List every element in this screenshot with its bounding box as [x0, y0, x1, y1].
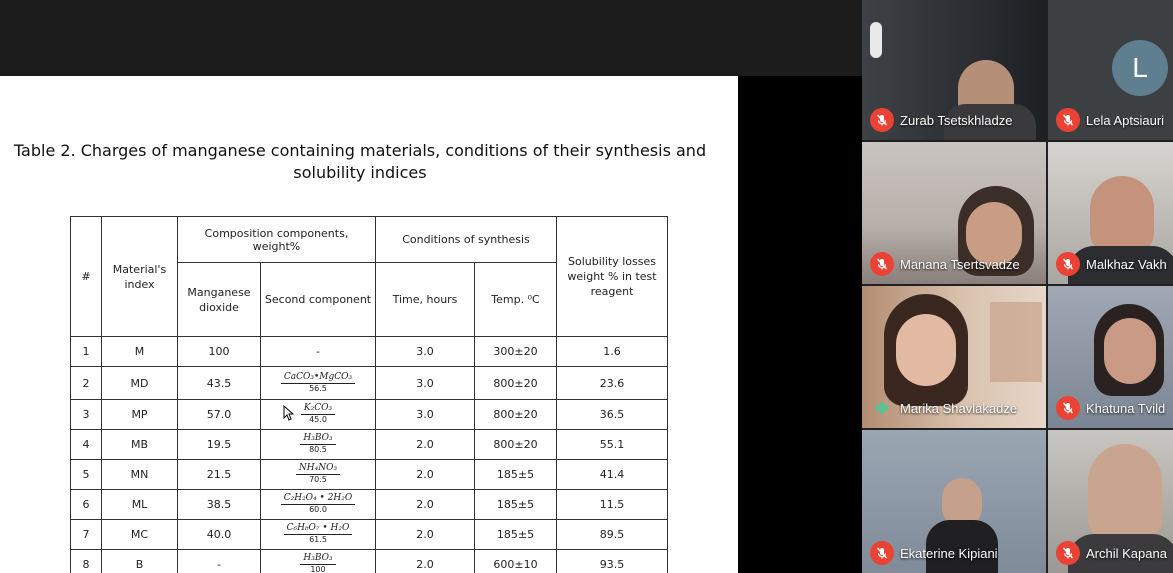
component-percent: 100 — [310, 565, 326, 573]
manganese-dioxide-value: 43.5 — [178, 367, 261, 400]
row-number: 7 — [71, 520, 102, 550]
table-row — [71, 367, 668, 400]
component-percent: 56.5 — [309, 383, 327, 393]
row-number: 1 — [71, 337, 102, 367]
header-second: Second component — [261, 263, 376, 337]
row-number: 4 — [71, 430, 102, 460]
table-row — [71, 550, 668, 573]
component-formula: H₃BO₃ — [300, 554, 335, 565]
table-row — [71, 460, 668, 490]
header-time: Time, hours — [376, 263, 475, 337]
table-row — [71, 490, 668, 520]
component-percent: 61.5 — [309, 535, 327, 544]
synthesis-temp: 185±5 — [475, 520, 557, 550]
header-temp: Temp. ⁰C — [475, 263, 557, 337]
component-percent: 45.0 — [309, 415, 327, 424]
row-number: 5 — [71, 460, 102, 490]
manganese-dioxide-value: 21.5 — [178, 460, 261, 490]
material-index: MP — [102, 400, 178, 430]
participant-name: Archil Kapana — [1086, 545, 1167, 561]
material-index: MC — [102, 520, 178, 550]
mic-off-icon[interactable] — [1056, 252, 1080, 276]
synthesis-temp: 185±5 — [475, 460, 557, 490]
component-percent: 70.5 — [309, 475, 327, 484]
component-fraction — [300, 554, 335, 573]
participant-name: Zurab Tsetskhladze — [900, 112, 1013, 128]
manganese-dioxide-value: 57.0 — [178, 400, 261, 430]
second-component — [261, 550, 376, 573]
material-index: MD — [102, 367, 178, 400]
synthesis-time: 2.0 — [376, 550, 475, 573]
participant-tile[interactable] — [862, 142, 1046, 284]
component-formula: NH₄NO₃ — [296, 464, 340, 475]
header-composition: Composition components, weight% — [178, 217, 376, 263]
participant-tile[interactable] — [1048, 0, 1173, 140]
row-number: 3 — [71, 400, 102, 430]
material-index: M — [102, 337, 178, 367]
component-formula: C₂H₂O₄ • 2H₂O — [281, 494, 356, 505]
participant-namebar — [1056, 108, 1164, 132]
material-index: MN — [102, 460, 178, 490]
participant-name: Marika Shavlakadze — [900, 400, 1018, 416]
second-component — [261, 520, 376, 550]
mic-off-icon[interactable] — [870, 108, 894, 132]
component-fraction — [281, 373, 355, 393]
table-row — [71, 520, 668, 550]
synthesis-temp: 800±20 — [475, 430, 557, 460]
synthesis-time: 2.0 — [376, 430, 475, 460]
synthesis-temp: 185±5 — [475, 490, 557, 520]
participant-tile[interactable] — [862, 286, 1046, 428]
synthesis-time: 2.0 — [376, 490, 475, 520]
participant-tile[interactable] — [1048, 142, 1173, 284]
table-row — [71, 430, 668, 460]
speaking-indicator-icon — [870, 396, 894, 420]
top-bar — [0, 0, 862, 76]
material-index: B — [102, 550, 178, 573]
mic-off-icon[interactable] — [870, 252, 894, 276]
data-table — [70, 216, 668, 573]
solubility-loss: 23.6 — [557, 367, 668, 400]
solubility-loss: 11.5 — [557, 490, 668, 520]
mic-off-icon[interactable] — [1056, 108, 1080, 132]
manganese-dioxide-value: 38.5 — [178, 490, 261, 520]
table-row — [71, 400, 668, 430]
participant-name: Lela Aptsiauri — [1086, 112, 1165, 128]
material-index: MB — [102, 430, 178, 460]
participant-name: Ekaterine Kipiani — [900, 545, 998, 561]
row-number: 8 — [71, 550, 102, 573]
manganese-dioxide-value: 19.5 — [178, 430, 261, 460]
screen-margin — [738, 76, 862, 573]
component-formula: C₆H₈O₇ • H₂O — [284, 524, 353, 535]
component-fraction — [300, 434, 335, 454]
component-fraction — [301, 404, 335, 424]
component-fraction — [284, 524, 353, 544]
solubility-loss: 89.5 — [557, 520, 668, 550]
mic-off-icon[interactable] — [1056, 396, 1080, 420]
participant-tile[interactable] — [862, 0, 1046, 140]
synthesis-time: 3.0 — [376, 337, 475, 367]
participant-tile[interactable] — [1048, 430, 1173, 573]
synthesis-time: 2.0 — [376, 460, 475, 490]
header-index: Material's index — [102, 217, 178, 337]
synthesis-time: 2.0 — [376, 520, 475, 550]
second-component — [261, 430, 376, 460]
participant-namebar — [1056, 396, 1165, 420]
synthesis-temp: 600±10 — [475, 550, 557, 573]
second-component — [261, 367, 376, 400]
manganese-dioxide-value: 40.0 — [178, 520, 261, 550]
row-number: 6 — [71, 490, 102, 520]
solubility-loss: 55.1 — [557, 430, 668, 460]
synthesis-time: 3.0 — [376, 400, 475, 430]
second-component — [261, 460, 376, 490]
participant-tile[interactable] — [1048, 286, 1173, 428]
synthesis-temp: 800±20 — [475, 400, 557, 430]
participant-grid — [862, 0, 1173, 573]
manganese-dioxide-value: - — [178, 550, 261, 573]
header-num: # — [71, 217, 102, 337]
participant-namebar — [870, 252, 1020, 276]
header-conditions: Conditions of synthesis — [376, 217, 557, 263]
synthesis-time: 3.0 — [376, 367, 475, 400]
component-percent: 80.5 — [309, 445, 327, 454]
participant-name: Manana Tsertsvadze — [900, 256, 1020, 272]
mouse-cursor-icon — [283, 405, 294, 421]
participant-namebar — [870, 108, 1013, 132]
component-formula: CaCO₃•MgCO₃ — [281, 373, 355, 384]
mic-off-icon[interactable] — [870, 541, 894, 565]
second-component — [261, 490, 376, 520]
component-percent: 60.0 — [309, 505, 327, 514]
participant-namebar — [1056, 252, 1167, 276]
solubility-loss: 41.4 — [557, 460, 668, 490]
header-mno2: Manganese dioxide — [178, 263, 261, 337]
solubility-loss: 1.6 — [557, 337, 668, 367]
second-component — [261, 400, 376, 430]
component-formula: H₃BO₃ — [300, 434, 335, 445]
participant-name: Malkhaz Vakh — [1086, 256, 1167, 272]
participant-namebar — [870, 396, 1017, 420]
table-row — [71, 337, 668, 367]
avatar: L — [1112, 40, 1168, 96]
participant-tile[interactable] — [862, 430, 1046, 573]
participant-name: Khatuna Tvild — [1086, 400, 1166, 416]
header-solubility: Solubility losses weight % in test reagent — [557, 217, 668, 337]
participant-namebar — [1056, 541, 1167, 565]
synthesis-temp: 300±20 — [475, 337, 557, 367]
mic-off-icon[interactable] — [1056, 541, 1080, 565]
second-component: - — [261, 337, 376, 367]
manganese-dioxide-value: 100 — [178, 337, 261, 367]
component-fraction — [281, 494, 356, 514]
shared-screen — [0, 76, 738, 573]
table-caption: Table 2. Charges of manganese containing materials, conditions of their synthesis and solubility indices — [13, 141, 707, 182]
solubility-loss: 93.5 — [557, 550, 668, 573]
component-fraction — [296, 464, 340, 484]
solubility-loss: 36.5 — [557, 400, 668, 430]
participant-namebar — [870, 541, 998, 565]
component-formula: K₂CO₃ — [301, 404, 335, 415]
row-number: 2 — [71, 367, 102, 400]
synthesis-temp: 800±20 — [475, 367, 557, 400]
material-index: ML — [102, 490, 178, 520]
